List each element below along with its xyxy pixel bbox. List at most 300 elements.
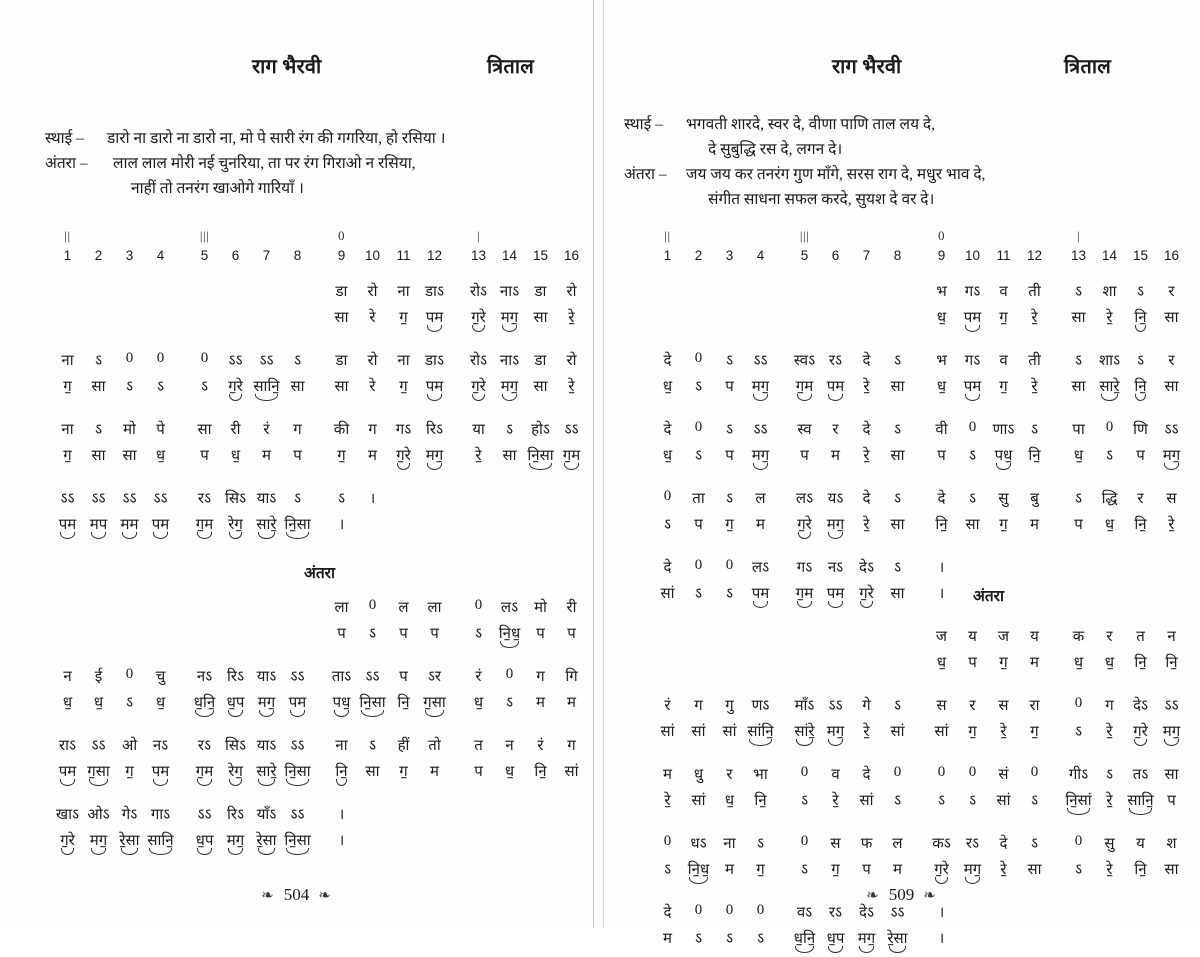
notation-cell: गेऽ <box>121 807 138 823</box>
vibhag <box>326 692 450 721</box>
notation-cell: 14 <box>1101 248 1118 263</box>
notation-cell: ध॒ <box>504 764 515 780</box>
vibhag <box>789 790 913 819</box>
vibhag <box>1063 721 1187 750</box>
notation-cell: ग <box>368 422 377 438</box>
vibhag <box>463 350 587 376</box>
notation-cell: सां <box>859 793 874 809</box>
notation-cell: ऽ <box>893 698 901 714</box>
notation-row <box>652 248 1187 271</box>
taal-marker-blank <box>525 228 556 248</box>
vibhag <box>652 583 776 612</box>
taal-marker: | <box>476 228 481 243</box>
notation-cell <box>145 514 176 543</box>
notation-cell: 0 <box>694 350 703 366</box>
notation-cell <box>251 281 282 307</box>
vibhag <box>926 790 1050 819</box>
notation-cell: सिऽ <box>224 491 247 507</box>
notation-cell: 1 <box>663 248 672 263</box>
notation-cell <box>220 281 251 307</box>
notation-cell <box>683 859 714 888</box>
vibhag <box>926 557 957 583</box>
notation-cell: ला <box>334 600 349 616</box>
notation-cell: ग॒ <box>399 310 408 326</box>
notation-cell: म <box>893 862 902 878</box>
notation-cell: शा <box>1102 284 1117 300</box>
notation-cell: ई <box>94 669 103 685</box>
taal-marker: || <box>664 228 671 243</box>
ornament-left-icon: ❧ <box>866 888 880 904</box>
vibhag <box>463 376 587 405</box>
notation-cell: 0 <box>694 419 703 435</box>
vibhag <box>189 307 313 336</box>
meend-tie: ग॒रे <box>934 859 949 881</box>
lyric-text: भगवती शारदे, स्वर दे, वीणा पाणि ताल लय दे, <box>686 116 936 133</box>
notation-cell: वी <box>935 422 948 438</box>
notation-cell <box>282 514 313 543</box>
notation-row <box>652 488 1187 514</box>
notation-cell <box>1125 376 1156 405</box>
meend-tie: मग॒ <box>90 830 107 852</box>
folio-right <box>604 885 1199 905</box>
notation-cell: री <box>566 600 577 616</box>
page-number: 509 <box>888 885 915 904</box>
notation-cell: प <box>399 669 408 685</box>
vibhag <box>926 583 957 612</box>
meend-tie: ग॒म <box>796 376 813 398</box>
notation-cell: म <box>262 448 271 464</box>
notation-cell: ल <box>892 836 903 852</box>
lyric-text: डारो ना डारो ना डारो ना, मो पे सारी रंग की गगरिया, हो रसिया । <box>107 130 446 147</box>
notation-cell: सा <box>1164 310 1179 326</box>
vibhag <box>1063 350 1187 376</box>
taal-marker: ||| <box>199 228 210 243</box>
notation-cell: ऽ <box>694 931 702 947</box>
vibhag <box>789 859 913 888</box>
meend-tie: सारे॒ <box>256 514 276 536</box>
vibhag <box>189 666 313 692</box>
notation-block <box>652 626 1187 681</box>
notation-row <box>52 623 587 652</box>
notation-block <box>652 350 1187 405</box>
vibhag <box>652 859 776 888</box>
meend-tie: नि॒सां <box>1065 790 1091 812</box>
notation-cell: प <box>293 448 302 464</box>
notation-cell <box>851 626 882 652</box>
taal-marker-blank <box>145 228 176 248</box>
notation-cell: रिऽ <box>226 807 245 823</box>
notation-cell: रो <box>566 284 577 300</box>
vibhag <box>189 228 313 248</box>
notation-block <box>652 902 1187 957</box>
notation-cell <box>388 445 419 474</box>
meend-tie: पम <box>426 307 444 329</box>
lyric-text: दे सुबुद्धि रस दे, लगन दे। <box>708 141 843 159</box>
notation-cell: सा <box>334 310 349 326</box>
notation-cell <box>882 626 913 652</box>
notation-cell: 3 <box>725 248 734 263</box>
notation-cell: स <box>1166 491 1177 507</box>
vibhag <box>652 833 776 859</box>
notation-cell: ना <box>61 353 74 369</box>
notation-block <box>652 488 1187 543</box>
meend-tie: ग॒रे <box>228 376 243 398</box>
taal-marker-blank <box>556 228 587 248</box>
notation-cell: रऽ <box>828 905 843 921</box>
notation-cell <box>789 928 820 957</box>
vibhag <box>189 597 313 623</box>
notation-cell: ऽ <box>893 491 901 507</box>
taal-marker-blank <box>745 228 776 248</box>
vibhag <box>326 350 450 376</box>
notation-cell: गीऽ <box>1068 767 1089 783</box>
notation-cell: रं <box>664 698 671 714</box>
notation-cell <box>882 281 913 307</box>
notation-cell <box>714 652 745 681</box>
notation-cell: ग॒ <box>999 517 1008 533</box>
notation-cell: ग॒ <box>999 379 1008 395</box>
notation-cell <box>745 445 776 474</box>
notation-row <box>652 376 1187 405</box>
meend-tie: रेग॒ <box>228 761 243 783</box>
notation-cell <box>1125 721 1156 750</box>
meend-tie: ध॒नि॒ <box>194 692 215 714</box>
notation-cell: नि॒ <box>1134 862 1147 878</box>
notation-cell <box>789 626 820 652</box>
meend-tie: सानि॒ <box>253 376 279 398</box>
meend-tie: ध॒प <box>827 928 845 950</box>
notation-cell <box>52 514 83 543</box>
meend-tie: नि॒ <box>335 761 347 783</box>
vibhag <box>52 514 176 543</box>
notation-cell <box>52 623 83 652</box>
vibhag <box>789 833 913 859</box>
meend-tie: मग॒ <box>827 721 844 743</box>
notation-cell: ऽ <box>156 379 164 395</box>
notation-cell: ऽ <box>893 793 901 809</box>
notation-cell: ऽ <box>1074 353 1082 369</box>
notation-cell: डाऽ <box>425 353 444 369</box>
vibhag <box>326 488 388 514</box>
notation-cell: दे <box>663 353 672 369</box>
vibhag <box>789 228 913 248</box>
notation-cell: । <box>938 905 945 921</box>
vibhag <box>926 488 1050 514</box>
notation-cell: र <box>832 422 839 438</box>
lyric-row-antara-cont <box>45 176 446 201</box>
meend-tie: मग॒ <box>1163 721 1180 743</box>
vibhag <box>52 228 176 248</box>
notation-cell: याँऽ <box>256 807 277 823</box>
notation-cell <box>251 692 282 721</box>
notation-cell: ना <box>397 284 410 300</box>
notation-cell: स्वऽ <box>793 353 816 369</box>
notation-row <box>652 764 1187 790</box>
notation-cell: डा <box>534 284 547 300</box>
notation-cell: म <box>368 448 377 464</box>
notation-cell: ग॒ <box>63 379 72 395</box>
vibhag <box>326 376 450 405</box>
notation-row <box>652 350 1187 376</box>
vibhag <box>463 761 587 790</box>
vibhag <box>926 859 1050 888</box>
notation-cell <box>419 445 450 474</box>
notation-cell: भ <box>936 353 947 369</box>
notation-cell: 0 <box>368 597 377 613</box>
notation-cell <box>251 307 282 336</box>
notation-cell: स <box>936 698 947 714</box>
notation-cell: ताऽ <box>331 669 352 685</box>
notation-cell <box>1125 307 1156 336</box>
notation-cell: ज <box>935 629 948 645</box>
notation-row <box>652 514 1187 543</box>
notation-cell <box>1125 790 1156 819</box>
taal-marker-blank <box>1125 228 1156 248</box>
notation-cell <box>745 652 776 681</box>
vibhag <box>463 445 587 474</box>
vibhag <box>326 623 450 652</box>
notation-cell: ऽऽ <box>828 698 843 714</box>
vibhag <box>1063 859 1187 888</box>
notation-cell: ना <box>335 738 348 754</box>
notation-cell: ऽ <box>968 448 976 464</box>
notation-cell: रे॒ <box>863 724 870 740</box>
notation-cell: ध॒ <box>473 695 484 711</box>
notation-cell: ऽ <box>663 517 671 533</box>
vibhag <box>652 281 776 307</box>
notation-block <box>652 419 1187 474</box>
notation-cell <box>189 761 220 790</box>
notation-cell: 13 <box>470 248 487 263</box>
vibhag <box>926 248 1050 271</box>
notation-cell: ता <box>692 491 705 507</box>
notation-cell: भ <box>936 284 947 300</box>
meend-tie: पम <box>752 583 770 605</box>
notation-cell: राऽ <box>58 738 77 754</box>
vibhag <box>326 307 450 336</box>
notation-cell: ऽ <box>725 353 733 369</box>
meend-tie: मग॒ <box>258 692 275 714</box>
notation-cell <box>114 281 145 307</box>
notation-cell <box>83 597 114 623</box>
notation-row <box>52 692 587 721</box>
notation-cell: 8 <box>293 248 302 263</box>
notation-cell <box>745 376 776 405</box>
notation-cell <box>83 761 114 790</box>
taal-marker-blank <box>494 228 525 248</box>
vibhag <box>926 281 1050 307</box>
notation-cell: 9 <box>337 248 346 263</box>
notation-cell: 0 <box>1074 695 1083 711</box>
notation-cell <box>882 928 913 957</box>
notation-cell <box>145 761 176 790</box>
meend-tie: नि॒ध॒ <box>499 623 520 645</box>
notation-cell: ऽ <box>505 695 513 711</box>
meend-tie: पम <box>59 514 77 536</box>
notation-cell <box>220 307 251 336</box>
notation-cell: रो <box>566 353 577 369</box>
notation-cell: त <box>474 738 483 754</box>
notation-cell: ऽ <box>474 626 482 642</box>
notation-cell <box>494 376 525 405</box>
vibhag <box>463 307 587 336</box>
vibhag <box>1063 445 1187 474</box>
notation-cell: भा <box>753 767 768 783</box>
notation-cell <box>957 307 988 336</box>
notation-cell: ऽऽ <box>1164 422 1179 438</box>
notation-cell: ऽऽ <box>290 807 305 823</box>
notation-cell: प <box>399 626 408 642</box>
lyric-text: जय जय कर तनरंग गुण माँगे, सरस राग दे, मधुर भाव दे, <box>686 166 986 184</box>
vibhag <box>52 307 176 336</box>
notation-cell: ध॒ <box>155 695 166 711</box>
notation-cell <box>282 830 313 859</box>
notation-cell: प <box>968 655 977 671</box>
vibhag <box>326 281 450 307</box>
meend-tie: ग॒सा <box>87 761 109 783</box>
notation-cell: ना <box>397 353 410 369</box>
notation-cell: सा <box>1027 862 1042 878</box>
notation-row <box>52 597 587 623</box>
notation-cell <box>525 445 556 474</box>
meend-tie: ग॒सा <box>423 692 445 714</box>
notation-cell: 0 <box>968 419 977 435</box>
meend-tie: ग॒रे <box>471 307 486 329</box>
notation-cell: रो <box>367 284 378 300</box>
notation-cell <box>145 281 176 307</box>
vibhag <box>189 248 313 271</box>
notation-cell: ऽ <box>756 836 764 852</box>
vibhag <box>52 804 176 830</box>
folio-left <box>0 885 593 905</box>
notation-cell <box>220 597 251 623</box>
notation-cell: सा <box>965 517 980 533</box>
notation-cell: न <box>1167 629 1176 645</box>
notation-cell: ऽ <box>1136 284 1144 300</box>
notation-cell: गऽ <box>964 353 981 369</box>
vibhag <box>1063 626 1187 652</box>
notation-cell: तो <box>428 738 441 754</box>
meend-tie: मप <box>90 514 108 536</box>
notation-cell: ऽऽ <box>290 669 305 685</box>
notation-cell: प <box>567 626 576 642</box>
notation-cell: ऽर <box>427 669 442 685</box>
notation-cell: 13 <box>1070 248 1087 263</box>
vibhag <box>652 928 776 957</box>
notation-cell: ऽ <box>94 353 102 369</box>
vibhag <box>52 761 176 790</box>
notation-cell: प <box>725 379 734 395</box>
notation-row <box>52 804 587 830</box>
notation-cell: फ <box>860 836 873 852</box>
page-504 <box>0 0 594 927</box>
notation-cell: ऽ <box>694 586 702 602</box>
notation-cell: 0 <box>694 557 703 573</box>
vibhag <box>1063 833 1187 859</box>
vibhag <box>52 830 176 859</box>
notation-cell <box>1094 376 1125 405</box>
notation-cell: गे <box>862 698 871 714</box>
vibhag <box>463 419 587 445</box>
notation-cell: 0 <box>725 557 734 573</box>
meend-tie: ग॒रे <box>396 445 411 467</box>
vibhag <box>926 652 1050 681</box>
notation-cell: ऽऽ <box>122 491 137 507</box>
notation-cell: 7 <box>262 248 271 263</box>
notation-cell <box>189 281 220 307</box>
notation-cell: ऽ <box>663 862 671 878</box>
notation-cell <box>957 859 988 888</box>
notation-cell: ऽ <box>1136 353 1144 369</box>
notation-cell: दे <box>999 836 1008 852</box>
notation-block <box>52 804 587 859</box>
notation-cell: ऽऽ <box>153 491 168 507</box>
notation-cell <box>145 307 176 336</box>
meend-tie: मग॒ <box>501 307 518 329</box>
vibhag <box>52 597 176 623</box>
taal-marker-blank <box>1156 228 1187 248</box>
notation-cell: ऽ <box>1030 422 1038 438</box>
notation-cell: ऽ <box>1074 724 1082 740</box>
section-label-antara: अंतरा <box>973 588 1005 605</box>
notation-cell <box>789 721 820 750</box>
meend-tie: ग॒रे <box>859 583 874 605</box>
notation-cell <box>652 652 683 681</box>
vibhag <box>652 419 776 445</box>
notation-cell <box>145 597 176 623</box>
notation-cell: ऽ <box>893 353 901 369</box>
notation-cell <box>282 761 313 790</box>
taal-marker-blank <box>419 228 450 248</box>
notation-row <box>652 721 1187 750</box>
notation-block <box>652 764 1187 819</box>
notation-block <box>652 695 1187 750</box>
notation-cell: । <box>938 586 945 602</box>
notation-cell <box>114 597 145 623</box>
notation-cell <box>820 928 851 957</box>
notation-cell <box>1156 721 1187 750</box>
notation-cell <box>419 307 450 336</box>
notation-cell: दे <box>862 422 871 438</box>
notation-cell <box>251 597 282 623</box>
lyric-label: स्थाई – <box>45 130 84 147</box>
notation-cell: ऽऽ <box>228 353 243 369</box>
vibhag <box>463 623 587 652</box>
notation-cell: णाऽ <box>992 422 1015 438</box>
notation-cell: ऽ <box>505 422 513 438</box>
notation-cell: प <box>1074 517 1083 533</box>
notation-block <box>52 281 587 336</box>
notation-cell: 12 <box>426 248 443 263</box>
notation-cell: नि॒ <box>935 517 948 533</box>
notation-cell: 0 <box>505 666 514 682</box>
vibhag <box>926 902 957 928</box>
notation-cell <box>714 307 745 336</box>
notation-cell: स्व <box>797 422 812 438</box>
vibhag <box>1063 307 1187 336</box>
notation-cell: 9 <box>937 248 946 263</box>
notation-cell: सां <box>934 724 949 740</box>
notation-cell <box>789 376 820 405</box>
notation-cell: 7 <box>862 248 871 263</box>
lyric-row-antara <box>45 151 446 176</box>
notation-cell: दे <box>862 767 871 783</box>
notation-cell: ऽऽ <box>890 905 905 921</box>
notation-cell <box>326 761 357 790</box>
vibhag <box>789 248 913 271</box>
meend-tie: पम <box>827 376 845 398</box>
notation-cell <box>52 307 83 336</box>
